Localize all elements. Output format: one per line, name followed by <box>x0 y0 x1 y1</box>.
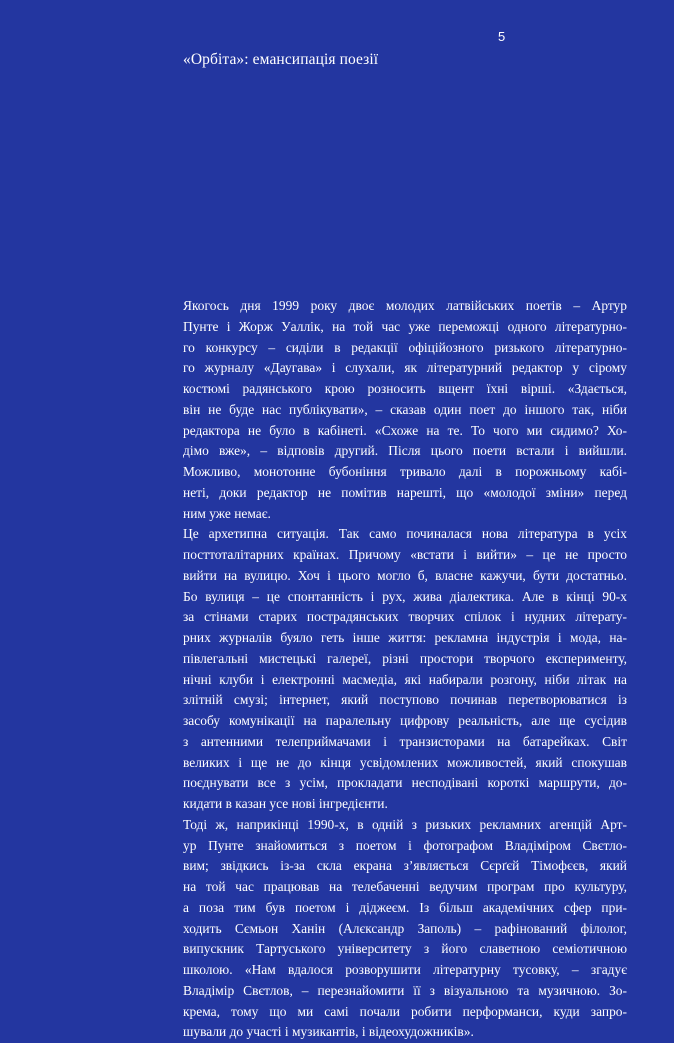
text-line: а поза тим був поетом і діджеєм. Із більш академічних сфер при- <box>183 899 627 915</box>
text-line: вим; звідкись із-за скла екрана з’являється Сєрґєй Тімофєєв, який <box>183 858 627 874</box>
text-line: Пунте і Жорж Уаллік, на той час уже переможці одного літературно- <box>183 318 627 334</box>
text-line: крема, тому що ми самі почали робити перформанси, куди запро- <box>183 1003 627 1019</box>
text-line: Владімір Свєтлов, – перезнайомити її з візуальною та музичною. Зо- <box>183 982 627 998</box>
text-line: ходить Сємьон Ханін (Алєксандр Заполь) – рафінований філолог, <box>183 920 627 936</box>
text-line: школою. «Нам вдалося розворушити літературну тусовку, – згадує <box>183 962 627 977</box>
text-line: на той час працював на телебаченні ведучим програм про культуру, <box>183 879 627 894</box>
text-line: кидати в казан усе нові інгредієнти. <box>183 796 388 811</box>
text-line: ур Пунте знайомиться з поетом і фотографом Владіміром Свєтло- <box>183 837 627 853</box>
text-line: костюмі радянського крою розносить вщент їхні вірші. «Здається, <box>183 381 627 396</box>
text-line: Якогось дня 1999 року двоє молодих латвійських поетів – Артур <box>183 298 627 313</box>
text-line: півлегальні мистецькі галереї, різні простори творчого експерименту, <box>183 650 627 666</box>
paragraph <box>183 296 627 524</box>
text-line: Це архетипна ситуація. Так само починалася нова література в усіх <box>183 526 627 542</box>
text-line: шували до участі і музикантів, і відеохудожників». <box>183 1024 474 1040</box>
body-text <box>183 296 627 1043</box>
text-line: Бо вулиця – це спонтанність і рух, жива діалектика. Але в кінці 90-х <box>183 588 627 604</box>
text-line: неті, доки редактор не помітив нарешті, що «молодої зміни» перед <box>183 484 627 500</box>
text-line: дімо вже», – відповів другий. Після цього поети встали і вийшли. <box>183 443 627 459</box>
page-number: 5 <box>498 29 506 44</box>
text-line: засобу комунікації на паралельну цифрову реальність, але ще сусідив <box>183 713 627 728</box>
text-line: поєднувати все з усім, прокладати несподівані короткі маршрути, до- <box>183 775 627 791</box>
text-line: го конкурсу – сиділи в редакції офіційозного ризького літературно- <box>183 339 627 355</box>
text-line: редактора не було в кабінеті. «Схоже на те. То чого ми сидимо? Хо- <box>183 422 627 438</box>
paragraph <box>183 524 627 815</box>
running-title: «Орбіта»: емансипація поезії <box>183 51 379 68</box>
text-line: випускник Тартуського університету з його славетною семіотичною <box>183 941 627 957</box>
text-line: ним уже немає. <box>183 505 271 521</box>
text-line: він не буде нас публікувати», – сказав один поет до іншого так, ніби <box>183 401 627 417</box>
text-line: посттоталітарних країнах. Причому «встати і вийти» – це не просто <box>183 547 627 562</box>
text-line: за стінами старих пострадянських творчих спілок і нудних літерату- <box>183 609 627 625</box>
text-line: з антенними телеприймачами і транзисторами на батарейках. Світ <box>183 733 627 749</box>
text-line: нічні клуби і електронні масмедіа, які набирали розгону, ніби літак на <box>183 671 627 687</box>
text-line: злітній смузі; інтернет, який поступово починав перетворюватися із <box>183 692 627 708</box>
text-line: великих і ще не до кінця усвідомлених можливостей, який спокушав <box>183 754 627 770</box>
text-line: Тоді ж, наприкінці 1990-х, в одній з ризьких рекламних агенцій Арт- <box>183 816 627 832</box>
text-line: го журналу «Даугава» і слухали, як літературний редактор у сірому <box>183 360 627 376</box>
paragraph <box>183 815 627 1043</box>
text-line: вийти на вулицю. Хоч і цього могло б, власне кажучи, бути достатньо. <box>183 567 627 583</box>
text-line: Можливо, монотонне бубоніння тривало далі в порожньому кабі- <box>183 464 627 479</box>
text-line: рних журналів буяло геть інше життя: рекламна індустрія і мода, на- <box>183 630 627 645</box>
